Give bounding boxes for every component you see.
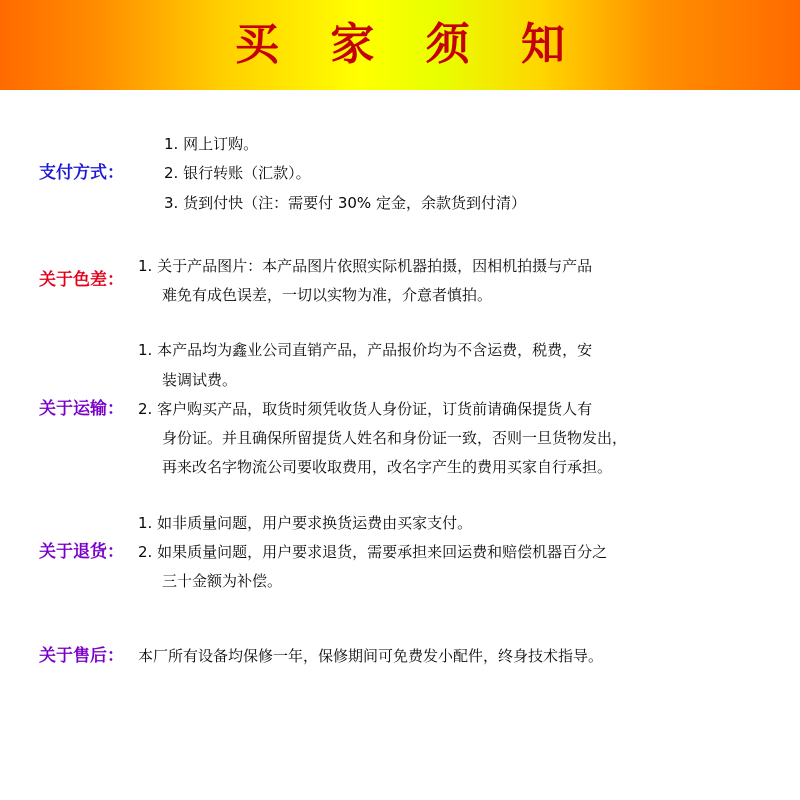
list-item: 难免有成色误差，一切以实物为准，介意者慎拍。 xyxy=(162,286,493,304)
list-item: 1. 网上订购。 xyxy=(164,135,259,153)
section-body-shipping xyxy=(130,336,800,482)
section-body-payment xyxy=(130,130,800,218)
list-item: 装调试费。 xyxy=(162,370,238,389)
list-item: 2. 客户购买产品，取货时须凭收货人身份证，订货前请确保提货人有 xyxy=(138,399,593,418)
section-body-after-sales xyxy=(130,642,800,671)
list-item: 1. 如非质量问题，用户要求换货运费由买家支付。 xyxy=(138,513,473,532)
list-item: 3. 货到付快（注：需要付 30% 定金，余款货到付清） xyxy=(164,193,526,212)
section-payment xyxy=(0,130,800,218)
list-item: 本厂所有设备均保修一年，保修期间可免费发小配件，终身技术指导。 xyxy=(138,647,604,666)
section-shipping xyxy=(0,336,800,482)
list-item: 1. 关于产品图片：本产品图片依照实际机器拍摄，因相机拍摄与产品 xyxy=(138,256,593,275)
section-return xyxy=(0,509,800,597)
notice-content xyxy=(0,130,800,672)
section-label-return: 关于退货： xyxy=(39,541,124,562)
section-body-color-difference xyxy=(130,252,800,311)
list-item: 1. 本产品均为鑫业公司直销产品，产品报价均为不含运费，税费，安 xyxy=(138,341,593,360)
section-after-sales xyxy=(0,642,800,671)
list-item: 再来改名字物流公司要收取费用，改名字产生的费用买家自行承担。 xyxy=(162,458,613,477)
section-label-after-sales: 关于售后： xyxy=(39,646,124,667)
page-title: 买 家 须 知 xyxy=(235,19,583,70)
section-label-payment: 支付方式： xyxy=(39,163,124,184)
section-label-color-difference: 关于色差： xyxy=(39,270,124,291)
list-item: 身份证。并且确保所留提货人姓名和身份证一致，否则一旦货物发出， xyxy=(162,429,628,447)
list-item: 三十金额为补偿。 xyxy=(162,572,283,590)
list-item: 2. 银行转账（汇款）。 xyxy=(164,164,311,183)
banner xyxy=(0,0,800,90)
list-item: 2. 如果质量问题，用户要求退货，需要承担来回运费和赔偿机器百分之 xyxy=(138,542,608,561)
section-color-difference xyxy=(0,252,800,311)
section-body-return xyxy=(130,509,800,597)
section-label-shipping: 关于运输： xyxy=(39,398,124,419)
